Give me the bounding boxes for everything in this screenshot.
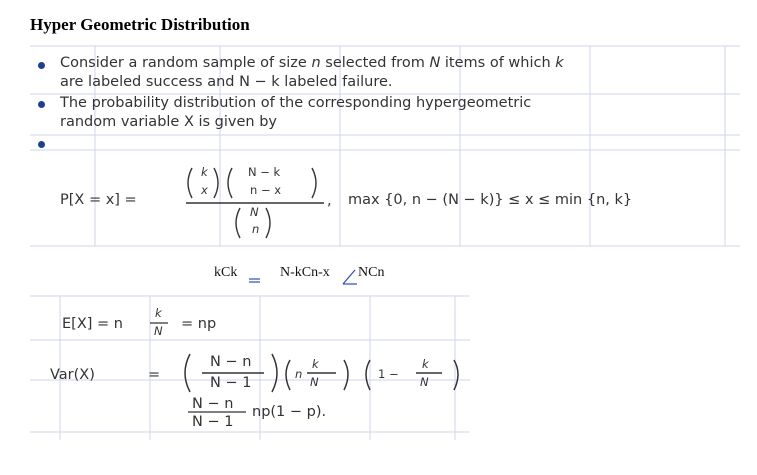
combination-NkCnx: N-kCn-x [280, 265, 330, 280]
variance-eq: = [148, 367, 161, 383]
expectation-lhs: E[X] = n [62, 316, 123, 332]
expectation-rhs: = np [181, 316, 217, 332]
expectation-frac-den: N [154, 324, 163, 338]
pmf-den-N: N [250, 205, 259, 219]
variance-l2-rhs: np(1 − p). [252, 404, 327, 420]
bullet-dot [38, 62, 45, 69]
variance-f3-num: k [422, 357, 429, 371]
pmf-lhs: P[X = x] = [60, 192, 137, 208]
page-title: Hyper Geometric Distribution [30, 15, 250, 34]
pmf-comma: , [327, 193, 332, 209]
variance-f2-den: N [310, 375, 319, 389]
variance-f2-n: n [295, 367, 303, 381]
combination-kCk: kCk [214, 265, 238, 280]
combination-line-icon [248, 275, 262, 285]
division-slash-icon [340, 268, 358, 288]
pmf-n-minus-x: n − x [250, 183, 282, 197]
bullet-dot [38, 141, 45, 148]
variance-f1-den: N − 1 [210, 375, 252, 391]
pmf-k: k [201, 165, 208, 179]
pmf-N-minus-k: N − k [248, 165, 281, 179]
pmf-x: x [201, 183, 208, 197]
variance-l2-den: N − 1 [192, 414, 234, 430]
variance-f3-den: N [420, 375, 429, 389]
variance-f2-num: k [312, 357, 319, 371]
bullet-2-line-2: random variable X is given by [60, 114, 278, 130]
expectation-frac-num: k [155, 306, 162, 320]
bullet-1-line-1: Consider a random sample of size n selected from N items of which k [60, 55, 564, 71]
variance-l2-num: N − n [192, 396, 234, 412]
bullet-1-line-2: are labeled success and N − k labeled failure. [60, 74, 393, 90]
pmf-den-n: n [252, 222, 260, 236]
pmf-range: max {0, n − (N − k)} ≤ x ≤ min {n, k} [348, 192, 633, 208]
variance-f1-num: N − n [210, 354, 252, 370]
bullet-dot [38, 101, 45, 108]
variance-lhs: Var(X) [50, 367, 95, 383]
bullet-2-line-1: The probability distribution of the corresponding hypergeometric [60, 95, 532, 111]
combination-NCn: NCn [358, 265, 385, 280]
variance-f3-one: 1 − [378, 367, 399, 381]
